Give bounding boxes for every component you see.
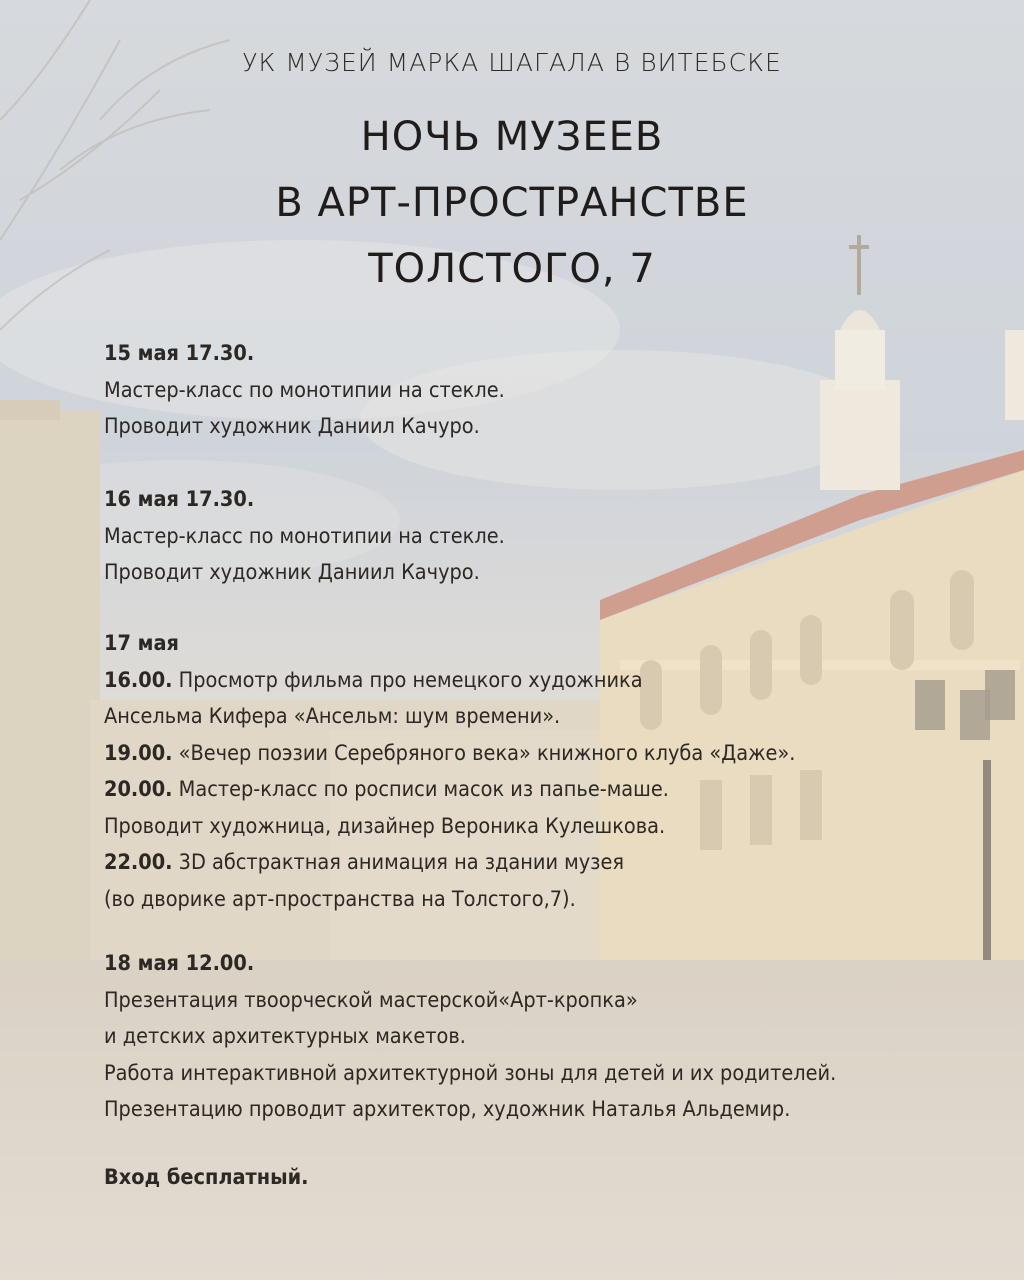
- event-line: Проводит художник Даниил Качуро.: [104, 414, 480, 439]
- event-date: 18 мая 12.00.: [104, 951, 255, 976]
- schedule-time: 19.00.: [104, 740, 173, 766]
- event-line: Презентация твоорческой мастерской«Арт-кропка»: [104, 987, 638, 1013]
- event-date: 17 мая: [104, 631, 179, 656]
- title-line-2: В АРТ-ПРОСТРАНСТВЕ: [275, 180, 749, 226]
- schedule-time: 20.00.: [104, 777, 173, 802]
- event-line: и детских архитектурных макетов.: [104, 1024, 466, 1049]
- schedule-text: «Вечер поэзии Серебряного века» книжного клуба «Даже».: [172, 740, 796, 766]
- event-date: 16 мая 17.30.: [104, 487, 255, 512]
- schedule-item: [104, 663, 984, 700]
- event-date: 15 мая 17.30.: [104, 341, 255, 366]
- title-line-1: НОЧЬ МУЗЕЕВ: [360, 114, 664, 160]
- schedule-text: Просмотр фильма про немецкого художника: [172, 667, 643, 693]
- event-may17: [104, 626, 984, 918]
- event-line: Мастер-класс по монотипии на стекле.: [104, 377, 505, 403]
- event-line: Мастер-класс по монотипии на стекле.: [104, 523, 505, 549]
- schedule-item: [104, 736, 984, 773]
- schedule-text: Мастер-класс по росписи масок из папье-маше.: [172, 777, 669, 802]
- entry-note: Вход бесплатный.: [104, 1165, 309, 1190]
- schedule-continuation: (во дворике арт-пространства на Толстого,7).: [104, 886, 576, 912]
- schedule-item: [104, 772, 984, 809]
- event-line: Работа интерактивной архитектурной зоны для детей и их родителей.: [104, 1060, 837, 1086]
- event-may16: [104, 482, 984, 592]
- footer: [104, 1160, 984, 1197]
- event-may18: [104, 946, 984, 1129]
- event-line: Проводит художник Даниил Качуро.: [104, 560, 480, 585]
- schedule-time: 22.00.: [104, 850, 173, 875]
- schedule-time: 16.00.: [104, 667, 173, 693]
- organization-name: УК МУЗЕЙ МАРКА ШАГАЛА В ВИТЕБСКЕ: [242, 48, 782, 77]
- schedule-text: 3D абстрактная анимация на здании музея: [172, 850, 625, 875]
- title-line-3: ТОЛСТОГО, 7: [368, 246, 656, 292]
- schedule-continuation: Ансельма Кифера «Ансельм: шум времени».: [104, 704, 561, 729]
- schedule-item: [104, 845, 984, 882]
- schedule-continuation: Проводит художница, дизайнер Вероника Кулешкова.: [104, 813, 666, 839]
- event-line: Презентацию проводит архитектор, художник Наталья Альдемир.: [104, 1097, 791, 1122]
- event-may15: [104, 336, 984, 446]
